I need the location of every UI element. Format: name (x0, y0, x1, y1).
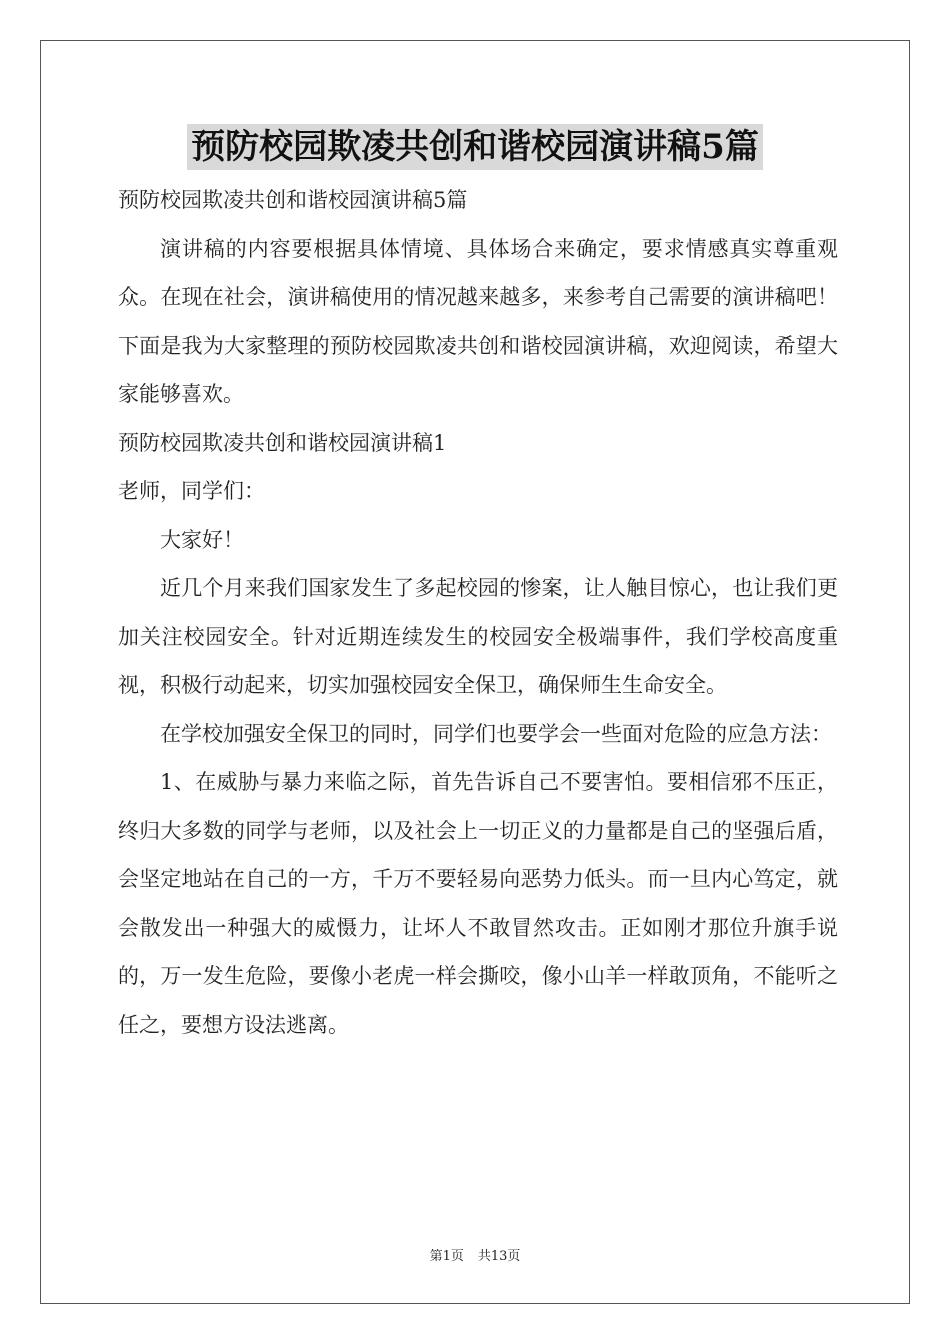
title-container (0, 124, 950, 170)
page-number-current: 第1页 (429, 1249, 464, 1264)
paragraph-1: 演讲稿的内容要根据具体情境、具体场合来确定，要求情感真实尊重观众。在现在社会，演讲稿使用的情况越来越多，来参考自己需要的演讲稿吧！下面是我为大家整理的预防校园欺凌共创和谐校园演讲稿，欢迎阅读，希望大家能够喜欢。 (118, 236, 838, 406)
paragraph-2: 预防校园欺凌共创和谐校园演讲稿1 (118, 430, 447, 455)
document-body (118, 176, 838, 1049)
paragraph-7: 1、在威胁与暴力来临之际，首先告诉自己不要害怕。要相信邪不压正，终归大多数的同学与老师，以及社会上一切正义的力量都是自己的坚强后盾，会坚定地站在自己的一方，千万不要轻易向恶势力低头。而一旦内心笃定，就会散发出一种强大的威慑力，让坏人不敢冒然攻击。正如刚才那位升旗手说的，万一发生危险，要像小老虎一样会撕咬，像小山羊一样敢顶角，不能听之任之，要想方设法逃离。 (118, 770, 838, 1037)
paragraph-0: 预防校园欺凌共创和谐校园演讲稿5篇 (118, 188, 468, 212)
paragraph-5: 近几个月来我们国家发生了多起校园的惨案，让人触目惊心，也让我们更加关注校园安全。针对近期连续发生的校园安全极端事件，我们学校高度重视，积极行动起来，切实加强校园安全保卫，确保师生生命安全。 (118, 576, 838, 697)
document-title: 预防校园欺凌共创和谐校园演讲稿5篇 (187, 124, 763, 170)
paragraph-4: 大家好！ (160, 527, 244, 552)
page-number-total: 共13页 (477, 1249, 521, 1264)
page-footer (0, 1247, 950, 1267)
paragraph-6: 在学校加强安全保卫的同时，同学们也要学会一些面对危险的应急方法： (160, 721, 832, 746)
paragraph-3: 老师，同学们： (118, 479, 265, 503)
